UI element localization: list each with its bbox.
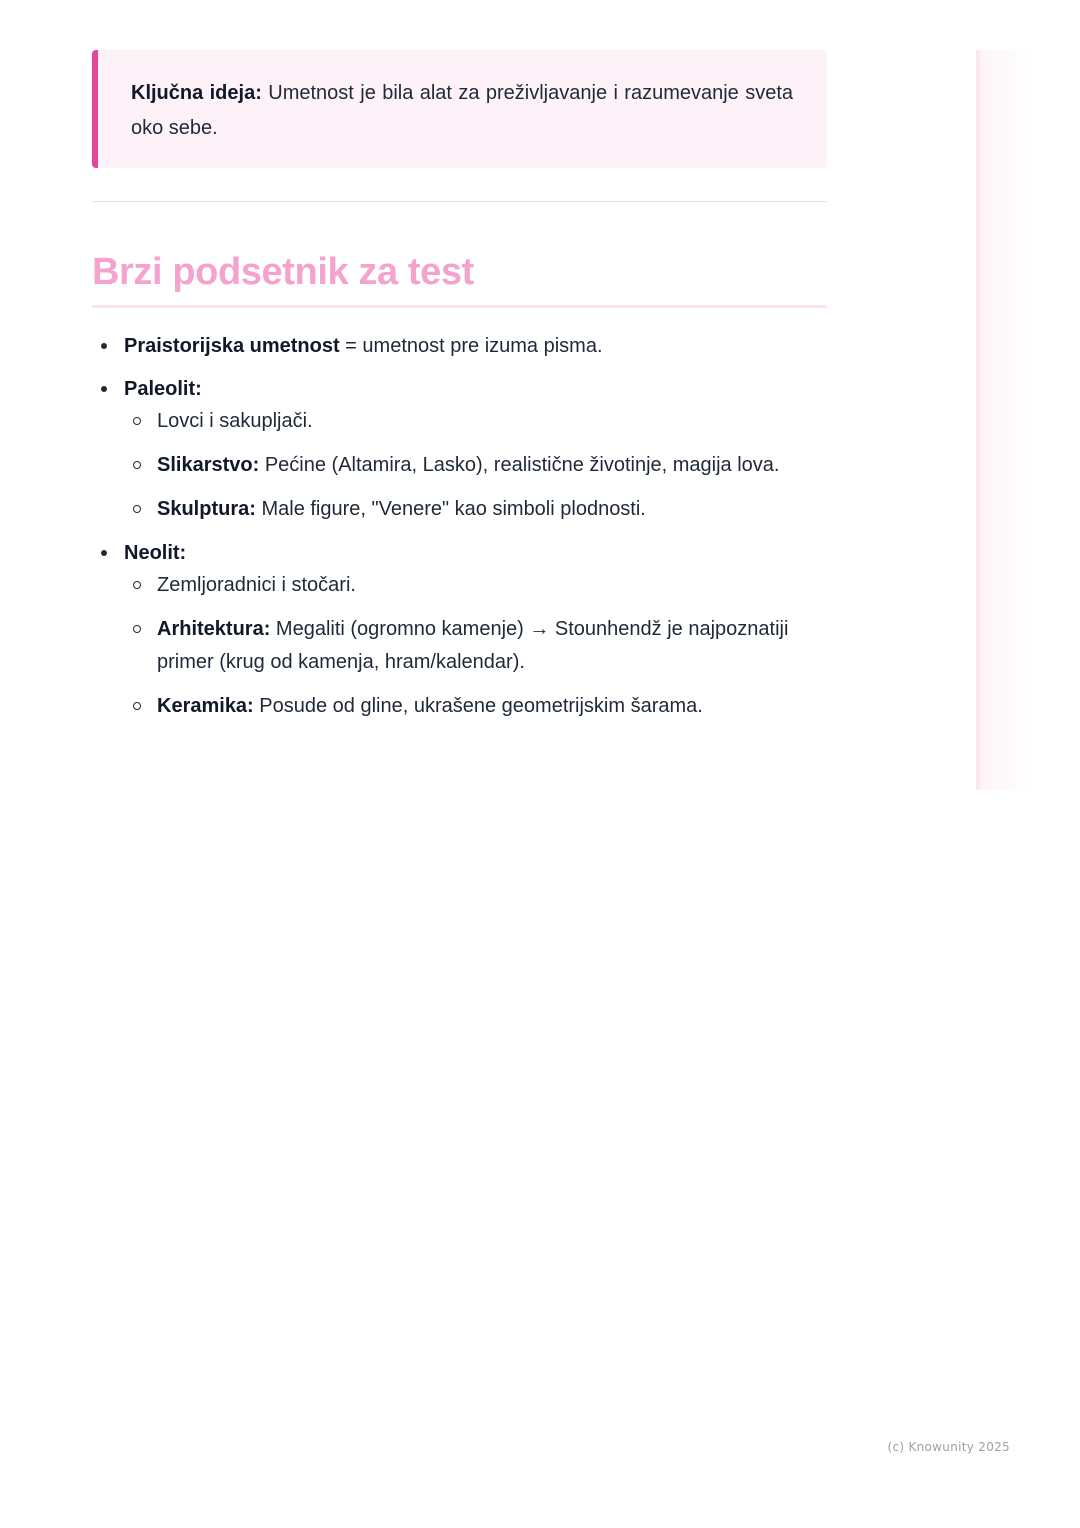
page-content: [92, 50, 827, 734]
sub-list: [124, 405, 827, 526]
sub-item-term: Slikarstvo:: [157, 454, 260, 476]
sub-item-term: Arhitektura:: [157, 618, 271, 640]
sub-item-text: Zemljoradnici i stočari.: [157, 574, 356, 596]
sub-item-text: Male figure, "Venere" kao simboli plodnosti.: [255, 498, 646, 520]
bullet-icon: [101, 386, 107, 392]
item-term: Neolit:: [124, 542, 187, 564]
item-term: Praistorijska umetnost: [124, 335, 340, 357]
hollow-bullet-icon: [133, 702, 141, 710]
sub-item-term: Skulptura:: [157, 498, 256, 520]
list-item: [92, 330, 827, 362]
sub-list-item: [124, 449, 827, 482]
footer-copyright: (c) Knowunity 2025: [887, 1440, 1010, 1454]
item-text: = umetnost pre izuma pisma.: [339, 335, 603, 357]
section-title: Brzi podsetnik za test: [92, 246, 827, 308]
sub-list-item: [124, 690, 827, 723]
sub-item-text: Lovci i sakupljači.: [157, 410, 313, 432]
sub-list-item: [124, 569, 827, 602]
summary-list: [92, 330, 827, 723]
bullet-icon: [101, 343, 107, 349]
hollow-bullet-icon: [133, 625, 141, 633]
sub-list: [124, 569, 827, 723]
item-term: Paleolit:: [124, 378, 202, 400]
sub-item-term: Keramika:: [157, 695, 254, 717]
hollow-bullet-icon: [133, 581, 141, 589]
sub-item-text: Pećine (Altamira, Lasko), realistične životinje, magija lova.: [259, 454, 780, 476]
hollow-bullet-icon: [133, 417, 141, 425]
bullet-icon: [101, 550, 107, 556]
callout-label: Ključna ideja:: [131, 82, 262, 104]
sub-item-text: Posude od gline, ukrašene geometrijskim šarama.: [253, 695, 703, 717]
hollow-bullet-icon: [133, 505, 141, 513]
list-item: [92, 537, 827, 723]
sub-list-item: [124, 613, 827, 679]
key-idea-callout: [92, 50, 827, 168]
sub-list-item: [124, 405, 827, 438]
section-divider: [92, 201, 827, 202]
callout-text: Umetnost je bila alat za preživljavanje i razumevanje sveta oko sebe.: [131, 82, 793, 139]
sub-item-text: Megaliti (ogromno kamenje) → Stounhendž je najpoznatiji primer (krug od kamenja, hram/kalendar).: [157, 618, 789, 673]
list-item: [92, 373, 827, 526]
side-decoration-strip: [976, 50, 1036, 790]
sub-list-item: [124, 493, 827, 526]
hollow-bullet-icon: [133, 461, 141, 469]
